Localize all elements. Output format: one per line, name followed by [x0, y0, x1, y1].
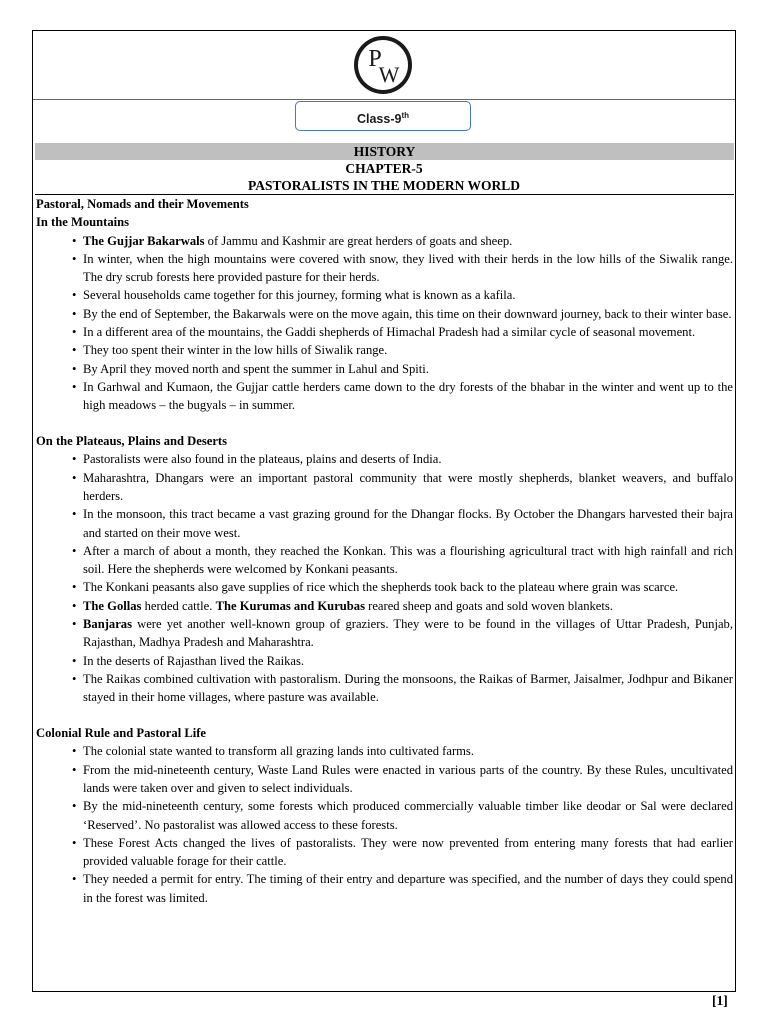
- bold-term: The Gollas: [83, 598, 142, 613]
- bullet-icon: •: [72, 288, 77, 303]
- bullet-icon: •: [72, 872, 77, 887]
- class-superscript: th: [401, 111, 410, 120]
- bullet-item: [36, 670, 733, 707]
- bullet-icon: •: [72, 617, 77, 632]
- bullet-text: In the deserts of Rajasthan lived the Raikas.: [83, 653, 305, 668]
- bullet-item: [36, 597, 733, 615]
- bullet-icon: •: [72, 233, 77, 248]
- bullet-icon: •: [72, 799, 77, 814]
- subject-heading: HISTORY: [35, 143, 734, 160]
- bullet-icon: •: [72, 507, 77, 522]
- bullet-item: [36, 797, 733, 834]
- bullet-text: herded cattle.: [141, 598, 216, 613]
- bullet-item: [36, 360, 733, 378]
- bullet-list: [36, 742, 733, 907]
- bullet-icon: •: [72, 835, 77, 850]
- bullet-item: [36, 761, 733, 798]
- bullet-item: [36, 305, 733, 323]
- bullet-item: [36, 652, 733, 670]
- bullet-icon: •: [72, 325, 77, 340]
- class-label: Class-9: [356, 112, 402, 126]
- bullet-icon: •: [72, 580, 77, 595]
- logo-header: [33, 31, 735, 100]
- bullet-icon: •: [72, 744, 77, 759]
- bullet-icon: •: [72, 598, 77, 613]
- bullet-item: [36, 341, 733, 359]
- bullet-text: Several households came together for this journey, forming what is known as a kafila.: [83, 288, 516, 303]
- bullet-text: In the monsoon, this tract became a vast grazing ground for the Dhangar flocks. By October the Dhangars harvested their bajra and started on their move west.: [83, 507, 733, 540]
- bullet-item: [36, 542, 733, 579]
- bullet-icon: •: [72, 762, 77, 777]
- section-gap: [36, 707, 733, 725]
- section-gap: [36, 415, 733, 433]
- section-title: On the Plateaus, Plains and Deserts: [36, 434, 228, 449]
- bold-term: The Gujjar Bakarwals: [83, 233, 205, 248]
- bullet-text: reared sheep and goats and sold woven blankets.: [364, 598, 613, 613]
- bullet-item: [36, 834, 733, 871]
- bullet-icon: •: [72, 543, 77, 558]
- class-badge: [295, 101, 471, 131]
- bullet-item: [36, 450, 733, 468]
- bullet-item: [36, 742, 733, 760]
- bullet-text: In a different area of the mountains, the Gaddi shepherds of Himachal Pradesh had a similar cycle of seasonal movement.: [83, 325, 696, 340]
- bullet-item: [36, 505, 733, 542]
- page-number: [1]: [712, 993, 728, 1008]
- bullet-text: The Raikas combined cultivation with pastoralism. During the monsoons, the Raikas of Barmer, Jaisalmer, Jodhpur and Bikaner stayed in their home villages, where pasture was available.: [83, 671, 733, 705]
- bullet-text: By the mid-nineteenth century, some forests which produced commercially valuable timber like deodar or Sal were declared ‘Reserved’. No pastoralist was allowed access to these forests.: [83, 799, 733, 832]
- bullet-icon: •: [72, 251, 77, 266]
- section-subtitle: In the Mountains: [36, 215, 130, 230]
- bullet-icon: •: [72, 671, 77, 686]
- bullet-item: [36, 250, 733, 287]
- bullet-text: Maharashtra, Dhangars were an important pastoral community that were mostly shepherds, blanket weavers, and buffalo herders.: [83, 470, 733, 503]
- bullet-icon: •: [72, 452, 77, 467]
- chapter-heading: CHAPTER-5: [345, 161, 423, 176]
- bullet-text: The colonial state wanted to transform all grazing lands into cultivated farms.: [83, 744, 474, 759]
- bullet-text: were yet another well-known group of graziers. They were to be found in the villages of Uttar Pradesh, Punjab, Rajasthan, Madhya Pradesh and Maharashtra.: [83, 617, 733, 650]
- bullet-text: The Konkani peasants also gave supplies of rice which the shepherds took back to the plateau where grain was scarce.: [83, 580, 679, 595]
- bullet-list: [36, 450, 733, 706]
- bullet-list: [36, 232, 733, 415]
- bullet-text: By April they moved north and spent the summer in Lahul and Spiti.: [83, 361, 429, 376]
- bullet-item: [36, 615, 733, 652]
- bullet-text: of Jammu and Kashmir are great herders of goats and sheep.: [204, 233, 513, 248]
- page-frame: [32, 30, 736, 992]
- bullet-text: They too spent their winter in the low hills of Siwalik range.: [83, 343, 388, 358]
- bullet-icon: •: [72, 379, 77, 394]
- bullet-icon: •: [72, 306, 77, 321]
- document-body: [36, 195, 733, 907]
- section-title: Colonial Rule and Pastoral Life: [36, 726, 207, 741]
- bullet-text: In winter, when the high mountains were covered with snow, they lived with their herds in the low hills of the Siwalik range. The dry scrub forests here provided pasture for their herds.: [83, 251, 733, 285]
- bullet-item: [36, 469, 733, 506]
- bullet-item: [36, 286, 733, 304]
- bullet-item: [36, 323, 733, 341]
- bullet-icon: •: [72, 653, 77, 668]
- bullet-item: [36, 578, 733, 596]
- bullet-text: These Forest Acts changed the lives of pastoralists. They were now prevented from entering many forests that had earlier provided valuable forage for their cattle.: [83, 835, 733, 869]
- bullet-text: From the mid-nineteenth century, Waste Land Rules were enacted in various parts of the country. By these Rules, uncultivated lands were taken over and given to select individuals.: [83, 762, 733, 795]
- bullet-item: [36, 870, 733, 907]
- chapter-title: PASTORALISTS IN THE MODERN WORLD: [247, 178, 521, 193]
- logo-letter-p: P: [368, 46, 382, 72]
- logo-letter-w: W: [378, 62, 400, 87]
- section-title: Pastoral, Nomads and their Movements: [36, 197, 249, 211]
- bullet-text: They needed a permit for entry. The timing of their entry and departure was specified, and the number of days they could spend in the forest was limited.: [83, 872, 733, 905]
- bullet-text: In Garhwal and Kumaon, the Gujjar cattle herders came down to the dry forests of the bhabar in the winter and went up to the high meadows – the bugyals – in summer.: [83, 379, 733, 413]
- pw-logo-icon: [353, 35, 413, 95]
- bullet-item: [36, 378, 733, 415]
- bold-term: The Kurumas and Kurubas: [215, 598, 365, 613]
- bullet-icon: •: [72, 361, 77, 376]
- bullet-item: [36, 232, 733, 250]
- bold-term: Banjaras: [83, 617, 132, 632]
- bullet-icon: •: [72, 343, 77, 358]
- bullet-icon: •: [72, 470, 77, 485]
- bullet-text: After a march of about a month, they reached the Konkan. This was a flourishing agricultural tract with high rainfall and rich soil. Here the shepherds were welcomed by Konkani peasants.: [83, 543, 733, 577]
- bullet-text: Pastoralists were also found in the plateaus, plains and deserts of India.: [83, 452, 442, 467]
- bullet-text: By the end of September, the Bakarwals were on the move again, this time on their downward journey, back to their winter base.: [83, 306, 732, 321]
